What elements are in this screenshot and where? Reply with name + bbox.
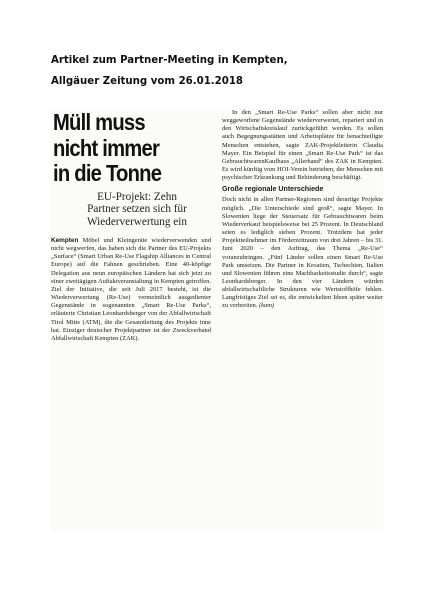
headline-line: nicht immer [53, 134, 160, 161]
subhead-line: Wiederverwertung ein [87, 215, 187, 228]
author-signature: (kam) [259, 302, 275, 310]
newspaper-clipping [51, 109, 383, 532]
left-paragraph [51, 237, 211, 343]
dateline-location: Kempten [51, 237, 79, 244]
right-paragraph-2: Doch nicht in allen Partner-Regionen sind derartige Projekte möglich. „Die Unterschiede sind groß“, sagte Mayer. In Slowenien liege der Steuersatz für Gebrauchtwaren beim Wiederverkauf beispielsweise bei 25 Prozent. In Deutschland seien es lediglich sieben Prozent. Trotzdem hat jeder Projektteilnehmer im Förderzeitraum von drei Jahren – bis 31. Juni 2020 – den Auftrag, das Thema „Re-Use“ voranzubringen. „Fünf Länder sollen einen Smart Re-Use Park umsetzen. Die Partner in Kroatien, Tschechien, Italien und Slowenien führen eine Machbarkeitsstudie durch“, sagte Leonhardsberger. In den vier Ländern würden abfallwirtschaftliche Strukturen wie Wertstoffhöfe fehlen. Langfristiges Ziel sei es, die entwickelten Ideen später weiter zu verbreiten. (kam) [222, 196, 383, 310]
document-heading [51, 50, 411, 92]
subhead-line: EU-Projekt: Zehn [97, 191, 177, 203]
article-headline [53, 110, 191, 187]
section-title: Große regionale Unterschiede [222, 185, 324, 194]
article-column-right [222, 109, 383, 311]
left-body-text: Möbel und Kleingeräte wiederverwenden und nicht wegwerfen, das haben sich die Partner des EU-Projekts „Surface“ (Smart Urban Re-Use Flagship Alliances in Central Europe) auf die Fahnen geschrieben. Eine 40-köpfige Delegation aus neun europäischen Ländern hat sich jetzt zu einer zweitägigen Auftaktveranstaltung in Kempten getroffen. Ziel der Initiative, die seit Juli 2017 besteht, ist die Wiederverwertung (Re-Use) vermeintlich ausgedienter Gegenstände in sogenannten „Smart Re-Use Parks“, erläuterte Christian Leonhardsberger von der Abfallwirtschaft Tirol Mitte (ATM), die die Gesamtleitung des Projekts inne hat. Einziger deutscher Projektpartner ist der Zweckverband Abfallwirtschaft Kempten (ZAK). [51, 237, 211, 342]
subhead-line: Partner setzen sich für [87, 203, 187, 216]
article-subhead [61, 191, 213, 228]
right-paragraph-1: In den „Smart Re-Use Parks“ sollen aber nicht nur weggeworfene Gegenstände wiederverwertet, repariert und in den Wirtschaftskreislauf zurückgeführt werden. Es sollen auch Begegnungsstätten und Arbeitsplätze für benachteiligte Menschen entstehen, sagte ZAK-Projektleiterin Claudia Mayer. Ein Beispiel für einen „Smart Re-Use Park“ ist das GebrauchtwarenKaufhaus „Allerhand“ des ZAK in Kempten. Es wird künftig vom HOI-Verein betrieben, der Menschen mit psychischer Erkrankung und Behinderung beschäftigt. [222, 109, 383, 182]
headline-line: Müll muss [53, 109, 145, 135]
article-column-left [51, 237, 211, 343]
heading-line-1: Artikel zum Partner-Meeting in Kempten, [51, 55, 288, 66]
headline-line: in die Tonne [53, 160, 162, 187]
heading-line-2: Allgäuer Zeitung vom 26.01.2018 [51, 76, 244, 87]
